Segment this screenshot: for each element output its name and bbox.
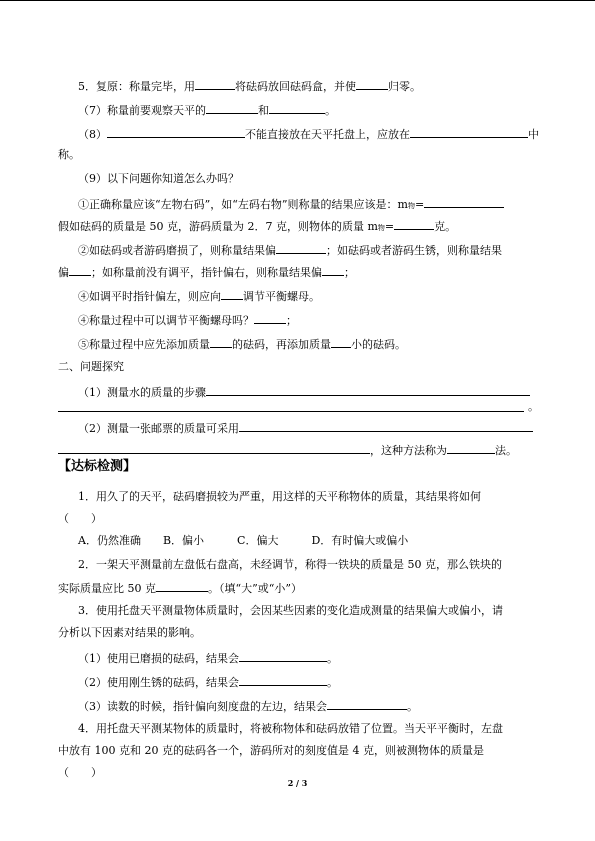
blank: [239, 674, 327, 686]
text: （8）: [78, 128, 107, 141]
page-number: 2 / 3: [287, 778, 308, 788]
item-9-2-cont: [58, 264, 355, 280]
blank: [424, 196, 504, 208]
text: （2）测量一张邮票的质量可采用: [78, 422, 239, 435]
text: 中: [528, 128, 539, 141]
blank: [239, 420, 533, 432]
item-9: [78, 172, 239, 186]
text: 将砝码放回砝码盒，并使: [235, 80, 356, 93]
item-9-1-cont: [58, 218, 456, 235]
text: 5．复原：称量完毕，用: [78, 80, 195, 93]
question-3-cont: [58, 626, 201, 640]
text: 4．用托盘天平测某物体的质量时，将被称物体和砝码放错了位置。当天平平衡时，左盘: [78, 722, 503, 735]
text: =: [414, 198, 425, 211]
blank: [276, 242, 326, 254]
text: 1．用久了的天平，砝码磨损较为严重，用这样的天平称物体的质量，其结果将如何: [78, 490, 481, 503]
text: 实际质量应比 50 克: [58, 582, 156, 595]
inquiry-2: [78, 420, 533, 436]
text: 称。: [58, 148, 80, 161]
text: 克。: [434, 220, 457, 233]
text: 的砝码，再添加质量: [232, 338, 331, 351]
blank: [331, 336, 351, 348]
text: 3．使用托盘天平测量物体质量时，会因某些因素的变化造成测量的结果偏大或偏小，请: [78, 604, 503, 617]
text: ④称量过程中可以调节平衡螺母吗？: [78, 314, 254, 327]
text: ②如砝码或者游码磨损了，则称量结果偏: [78, 244, 276, 257]
item-9-4: [78, 312, 297, 328]
blank: [327, 698, 407, 710]
question-3: [78, 604, 503, 618]
blank: [394, 218, 434, 230]
text: 调节平衡螺母。: [243, 290, 320, 303]
text: 分析以下因素对结果的影响。: [58, 626, 201, 639]
text: =: [384, 220, 395, 233]
section-heading: 【达标检测】: [58, 459, 137, 474]
text: （7）称量前要观察天平的: [78, 104, 206, 117]
text: ，这种方法称为: [370, 444, 447, 457]
text: 。: [327, 652, 338, 665]
text: ；: [286, 314, 297, 327]
question-1-bracket: [58, 512, 102, 526]
question-3-1: [78, 650, 338, 666]
text: ①正确称量应该“左物右码”，如“左码右物”则称量的结果应该是：m: [78, 198, 408, 211]
text: 和: [258, 104, 269, 117]
blank: [206, 384, 530, 396]
blank: [210, 336, 232, 348]
text: A．仍然准确 B．偏小 C．偏大 D．有时偏大或偏小: [78, 534, 409, 547]
item-9-5: [78, 336, 406, 352]
question-1-options: [78, 534, 408, 548]
text: （ ）: [58, 512, 102, 525]
item-9-1: [78, 196, 504, 213]
text: 2．一架天平测量前左盘低右盘高，未经调节，称得一铁块的质量是 50 克，那么铁块的: [78, 558, 502, 571]
item-9-3: [78, 288, 320, 304]
text: 法。: [495, 444, 517, 457]
question-2-cont: [58, 580, 302, 596]
text: （1）测量水的质量的步骤: [78, 386, 206, 399]
blank: [356, 78, 388, 90]
text: 。: [528, 400, 539, 413]
text: 。: [325, 104, 336, 117]
question-4-cont: [58, 744, 484, 758]
blank: [58, 442, 370, 454]
blank: [410, 126, 528, 138]
blank: [254, 312, 286, 324]
blank: [107, 126, 245, 138]
text: （3）读数的时候，指针偏向刻度盘的左边，结果会: [78, 700, 327, 713]
blank: [156, 580, 208, 592]
top-rule: [0, 0, 595, 1]
item-8: [78, 126, 539, 142]
question-3-2: [78, 674, 338, 690]
question-2: [78, 558, 502, 572]
item-7: [78, 102, 336, 118]
subscript: 物: [407, 202, 415, 210]
text: （9）以下问题你知道怎么办吗？: [78, 172, 239, 185]
section-2-title: [58, 360, 124, 374]
text: 不能直接放在天平托盘上，应放在: [245, 128, 410, 141]
text: 中放有 100 克和 20 克的砝码各一个，游码所对的刻度值是 4 克，则被测物体的质量是: [58, 744, 484, 757]
question-1: [78, 490, 481, 504]
blank: [221, 288, 243, 300]
text: ④如调平时指针偏左，则应向: [78, 290, 221, 303]
text: 。: [327, 676, 338, 689]
blank: [195, 78, 235, 90]
text: ；如砝码或者游码生锈，则称量结果: [326, 244, 502, 257]
blank: [239, 650, 327, 662]
answer-rule: [58, 411, 524, 412]
text: （1）使用已磨损的砝码，结果会: [78, 652, 239, 665]
inquiry-1-end: [528, 400, 539, 414]
inquiry-1: [78, 384, 530, 400]
question-4: [78, 722, 503, 736]
text: （ ）: [58, 766, 102, 779]
text: 假如砝码的质量是 50 克，游码质量为 2．7 克，则物体的质量 m: [58, 220, 378, 233]
blank: [269, 102, 325, 114]
blank: [322, 264, 344, 276]
item-9-2: [78, 242, 502, 258]
blank: [447, 442, 495, 454]
blank: [69, 264, 91, 276]
question-3-3: [78, 698, 418, 714]
text: ⑤称量过程中应先添加质量: [78, 338, 210, 351]
text: ；如称量前没有调平，指针偏右，则称量结果偏: [91, 266, 322, 279]
blank: [206, 102, 258, 114]
text: （2）使用刚生锈的砝码，结果会: [78, 676, 239, 689]
item-5-restore: [78, 78, 421, 94]
text: 二、问题探究: [58, 360, 124, 373]
text: ；: [344, 266, 355, 279]
text: 小的砝码。: [351, 338, 406, 351]
subscript: 物: [377, 224, 385, 232]
item-8-cont: [58, 148, 80, 162]
text: 。（填“大”或“小”）: [208, 582, 302, 595]
text: 偏: [58, 266, 69, 279]
text: 。: [407, 700, 418, 713]
text: 归零。: [388, 80, 421, 93]
